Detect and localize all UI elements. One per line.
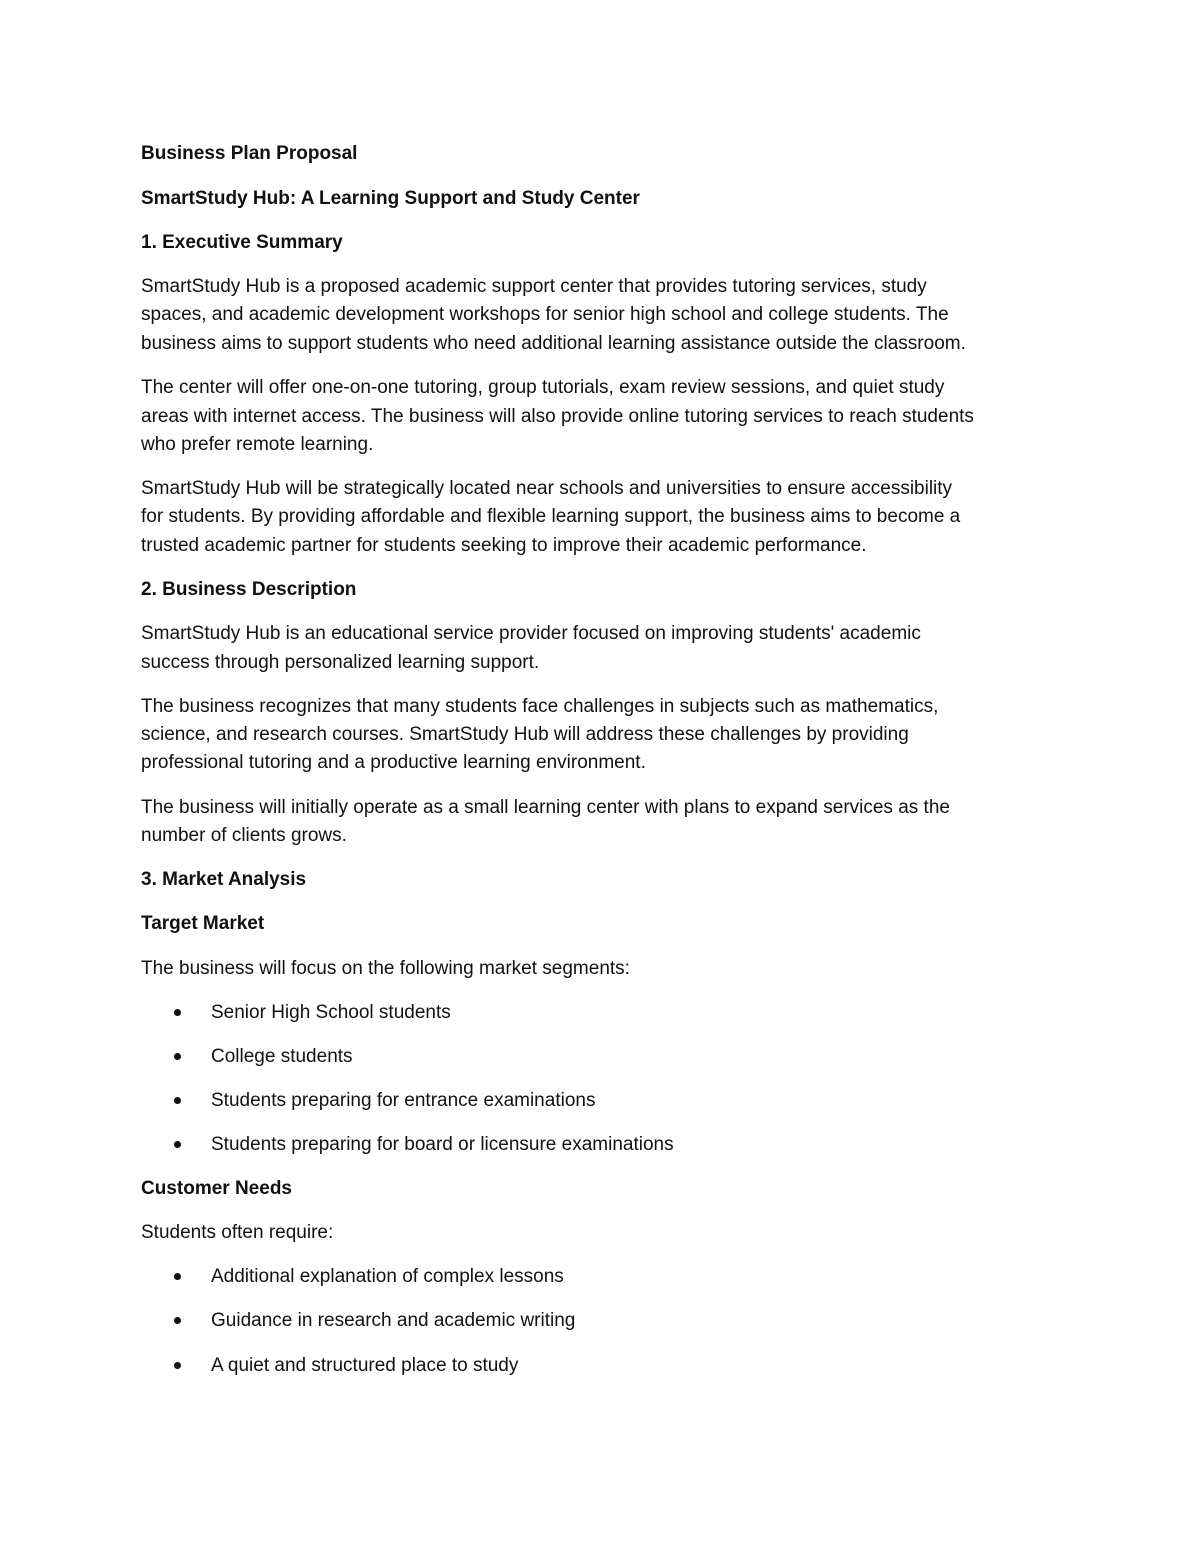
document-subtitle: SmartStudy Hub: A Learning Support and Study Center [141, 188, 640, 209]
subsection-heading-customer-needs: Customer Needs [141, 1178, 292, 1199]
paragraph-line: The business will initially operate as a small learning center with plans to expand services as the [141, 797, 950, 818]
bullet-icon [174, 1273, 181, 1280]
section-heading-market-analysis: 3. Market Analysis [141, 869, 307, 890]
bullet-icon [174, 1362, 181, 1369]
section-heading-business-description: 2. Business Description [141, 579, 357, 600]
paragraph-line: trusted academic partner for students seeking to improve their academic performance. [141, 535, 867, 556]
paragraph-line: areas with internet access. The business will also provide online tutoring services to reach students [141, 406, 974, 427]
subsection-intro: Students often require: [141, 1222, 334, 1243]
paragraph-line: success through personalized learning support. [141, 652, 540, 673]
bullet-icon [174, 1141, 181, 1148]
paragraph-line: science, and research courses. SmartStudy Hub will address these challenges by providing [141, 724, 909, 745]
paragraph-line: spaces, and academic development workshops for senior high school and college students. The [141, 304, 949, 325]
list-item: Students preparing for entrance examinations [211, 1090, 596, 1111]
list-item: College students [211, 1046, 353, 1067]
list-item: Additional explanation of complex lessons [211, 1266, 564, 1287]
paragraph-line: who prefer remote learning. [141, 434, 374, 455]
paragraph-line: SmartStudy Hub is a proposed academic support center that provides tutoring services, study [141, 276, 927, 297]
list-item: Senior High School students [211, 1002, 451, 1023]
paragraph-line: SmartStudy Hub is an educational service provider focused on improving students' academic [141, 623, 921, 644]
paragraph-line: The center will offer one-on-one tutoring, group tutorials, exam review sessions, and quiet study [141, 377, 945, 398]
list-item: A quiet and structured place to study [211, 1355, 519, 1376]
paragraph-line: professional tutoring and a productive learning environment. [141, 752, 646, 773]
bullet-icon [174, 1097, 181, 1104]
paragraph-line: The business recognizes that many students face challenges in subjects such as mathematics, [141, 696, 939, 717]
paragraph-line: business aims to support students who need additional learning assistance outside the classroom. [141, 333, 966, 354]
paragraph-line: SmartStudy Hub will be strategically located near schools and universities to ensure accessibility [141, 478, 953, 499]
list-item: Guidance in research and academic writing [211, 1310, 576, 1331]
bullet-icon [174, 1317, 181, 1324]
subsection-intro: The business will focus on the following market segments: [141, 958, 630, 979]
section-heading-executive-summary: 1. Executive Summary [141, 232, 343, 253]
document-title: Business Plan Proposal [141, 143, 358, 164]
bullet-icon [174, 1053, 181, 1060]
paragraph-line: for students. By providing affordable and flexible learning support, the business aims to become a [141, 506, 961, 527]
paragraph-line: number of clients grows. [141, 825, 347, 846]
subsection-heading-target-market: Target Market [141, 913, 265, 934]
list-item: Students preparing for board or licensure examinations [211, 1134, 674, 1155]
bullet-icon [174, 1009, 181, 1016]
